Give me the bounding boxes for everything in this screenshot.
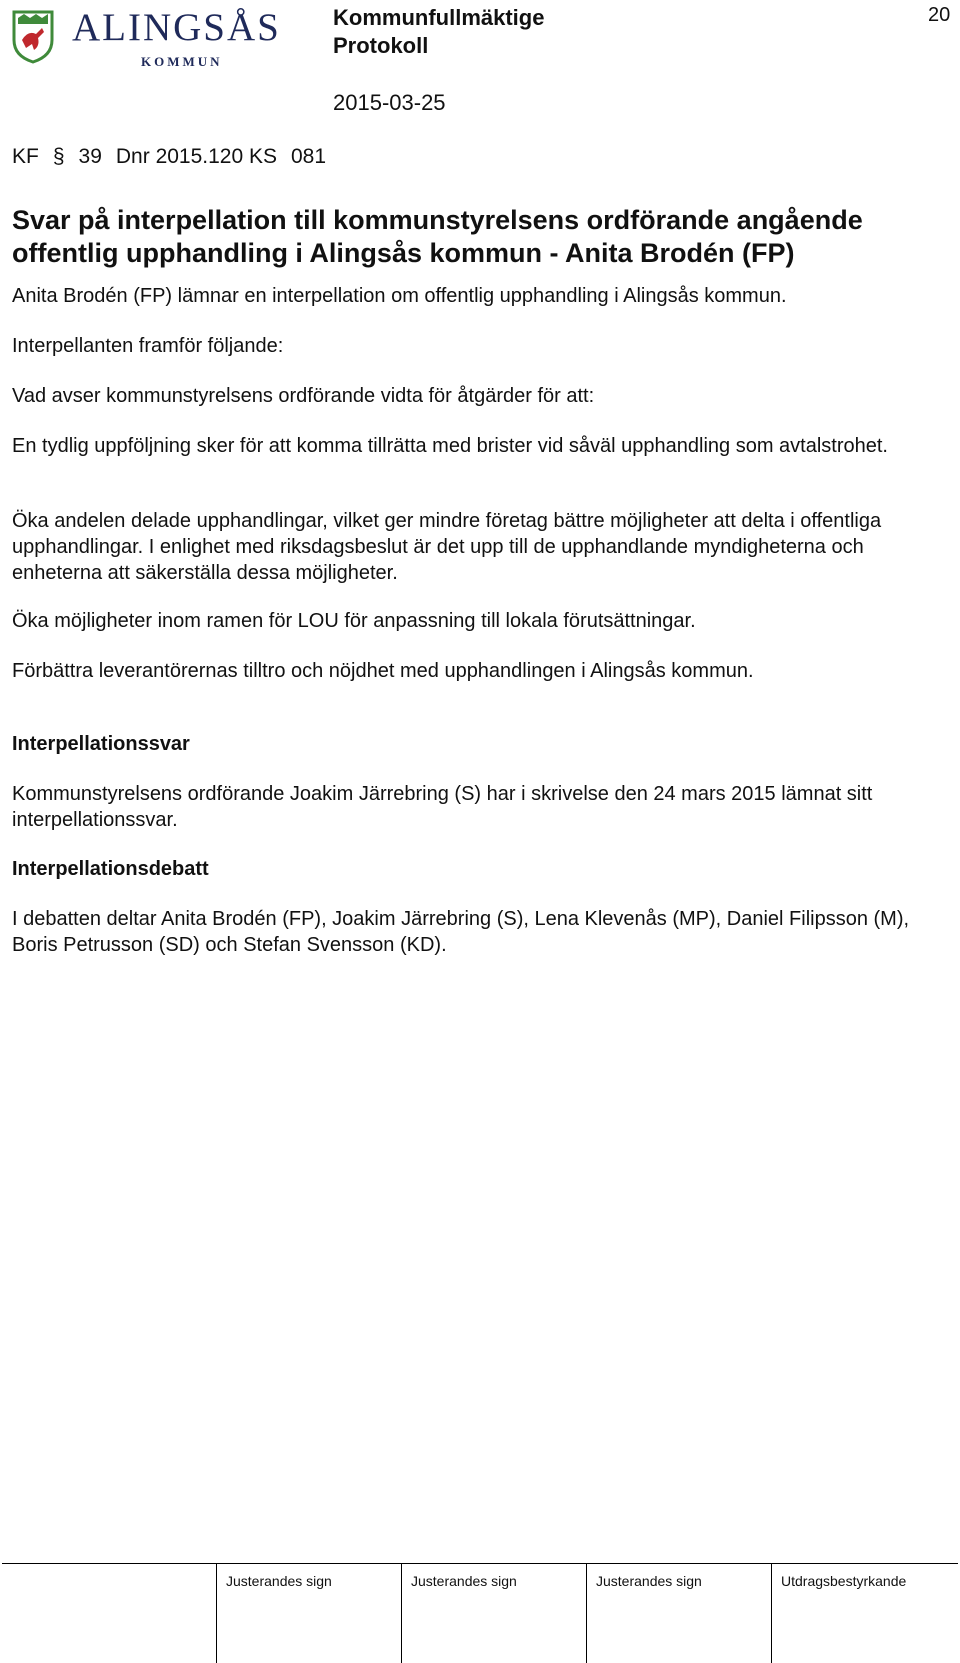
section-symbol: § (52, 145, 65, 168)
answer-heading: Interpellationssvar (12, 733, 190, 755)
logo-wordmark: ALINGSÅS (72, 6, 281, 49)
point-3-paragraph: Öka möjligheter inom ramen för LOU för anpassning till lokala förutsättningar. (12, 610, 696, 632)
point-4-paragraph: Förbättra leverantörernas tilltro och nöjdhet med upphandlingen i Alingsås kommun. (12, 660, 754, 682)
intro-paragraph: Anita Brodén (FP) lämnar en interpellation om offentlig upphandling i Alingsås kommun. (12, 285, 787, 307)
body-name: Kommunfullmäktige (333, 5, 545, 30)
case-reference (12, 144, 340, 170)
point-2-paragraph: Öka andelen delade upphandlingar, vilket ger mindre företag bättre möjligheter att delta i offentliga upphandlingar. I enlighet med riksdagsbeslut är det upp till de upphandlande myndigheterna och enheterna att säkerställa dessa möjligheter. (12, 510, 882, 584)
logo-subtitle: KOMMUN (141, 54, 223, 69)
kf-label: KF (12, 145, 39, 168)
footer-divider (216, 1563, 217, 1663)
meeting-date: 2015-03-25 (333, 90, 446, 115)
footer-divider (586, 1563, 587, 1663)
signature-box-2: Justerandes sign (411, 1573, 517, 1589)
certifier-box: Utdragsbestyrkande (781, 1573, 907, 1589)
footer-divider (401, 1563, 402, 1663)
page-number: 20 (928, 4, 951, 26)
document-header-title (333, 4, 544, 60)
municipality-logo (12, 4, 284, 68)
document-title: Svar på interpellation till kommunstyrelsens ordförande angående offentlig upphandling i Alingsås kommun - Anita Brodén (FP) (12, 205, 863, 268)
signature-box-1: Justerandes sign (226, 1573, 332, 1589)
document-type: Protokoll (333, 33, 429, 58)
paragraph-number: 39 (78, 145, 102, 168)
lead-paragraph: Interpellanten framför följande: (12, 335, 284, 357)
answer-paragraph: Kommunstyrelsens ordförande Joakim Järrebring (S) har i skrivelse den 24 mars 2015 lämnat sitt interpellationssvar. (12, 783, 873, 831)
debate-heading: Interpellationsdebatt (12, 858, 209, 880)
question-paragraph: Vad avser kommunstyrelsens ordförande vidta för åtgärder för att: (12, 385, 595, 407)
footer-divider (771, 1563, 772, 1663)
signature-box-3: Justerandes sign (596, 1573, 702, 1589)
debate-paragraph: I debatten deltar Anita Brodén (FP), Joakim Järrebring (S), Lena Klevenås (MP), Daniel Filipsson (M), Boris Petrusson (SD) och Stefan Svensson (KD). (12, 908, 910, 956)
point-1-paragraph: En tydlig uppföljning sker för att komma tillrätta med brister vid såväl upphandling som avtalstrohet. (12, 435, 888, 457)
footer-rule (2, 1563, 958, 1564)
coat-of-arms-icon (12, 10, 54, 64)
case-code: 081 (291, 145, 327, 168)
dnr-number: Dnr 2015.120 KS (115, 145, 277, 168)
